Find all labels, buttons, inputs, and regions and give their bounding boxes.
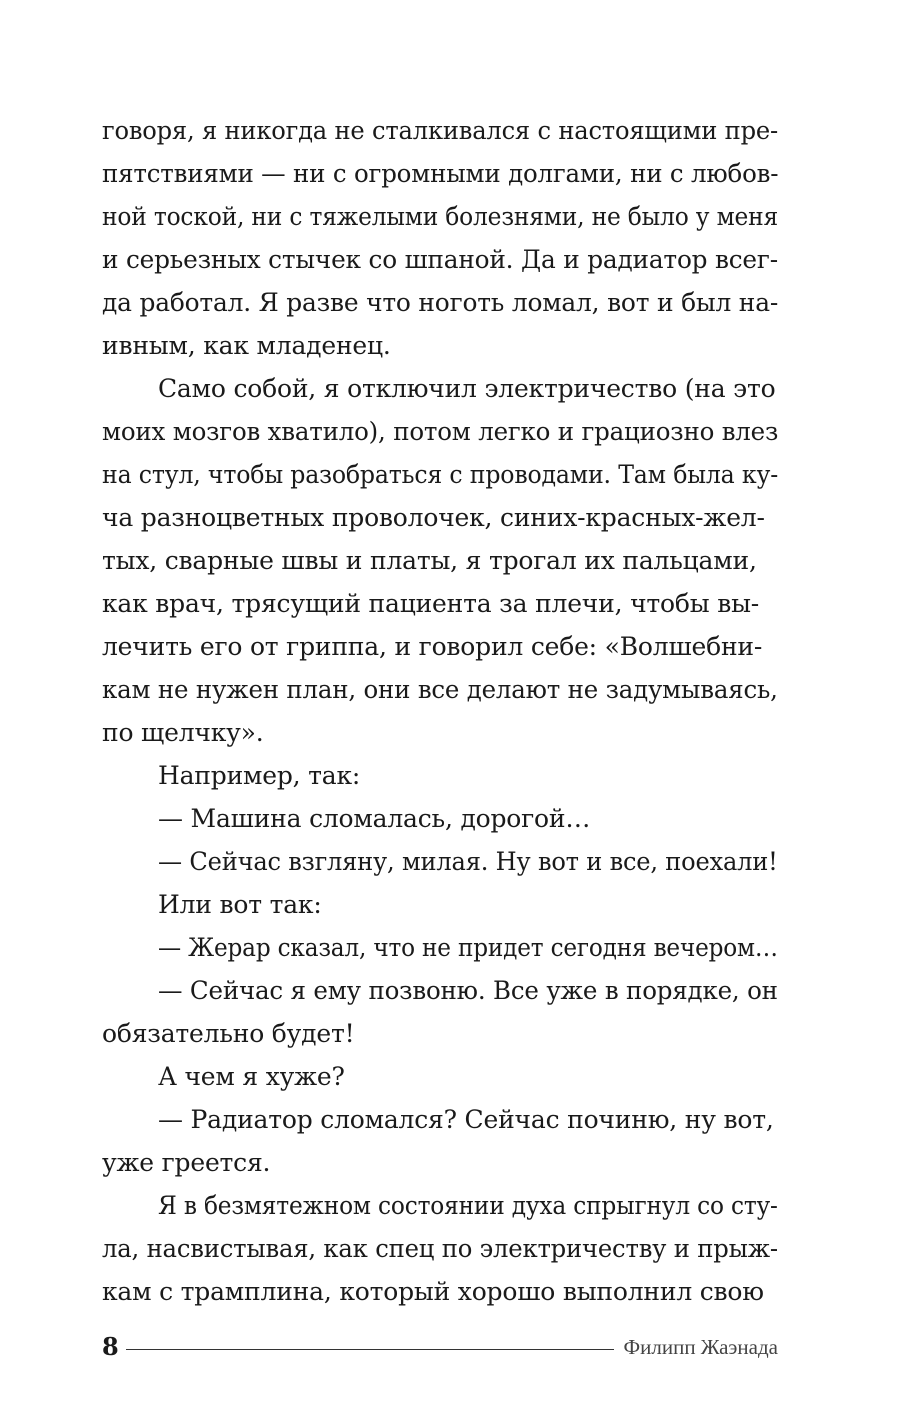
text-line: ивным, как младенец. [102,331,391,360]
text-line: и серьезных стычек со шпаной. Да и радиатор всег- [102,245,778,274]
text-line: ла, насвистывая, как спец по электричеству и прыж- [102,1234,778,1263]
page-footer [102,1330,778,1364]
paragraph-start-line: Я в безмятежном состоянии духа спрыгнул со сту- [158,1191,778,1220]
text-line: ча разноцветных проволочек, синих-красных-жел- [102,503,765,532]
dialogue-line: — Сейчас взгляну, милая. Ну вот и все, поехали! [158,847,778,876]
dialogue-line: — Сейчас я ему позвоню. Все уже в порядке, он [158,976,778,1005]
text-line: как врач, трясущий пациента за плечи, чтобы вы- [102,589,760,618]
text-line: кам с трамплина, который хорошо выполнил свою [102,1277,764,1306]
paragraph-start-line: Само собой, я отключил электричество (на это [158,374,776,403]
text-line: да работал. Я разве что ноготь ломал, вот и был на- [102,288,779,317]
text-line: пятствиями — ни с огромными долгами, ни с любов- [102,159,779,188]
paragraph-start-line: Или вот так: [158,890,322,919]
dialogue-line: — Машина сломалась, дорогой… [158,804,591,833]
text-line: моих мозгов хватило), потом легко и грациозно влез [102,417,779,446]
text-line: кам не нужен план, они все делают не задумываясь, [102,675,778,704]
running-title: Филипп Жаэнада [623,1335,778,1359]
dialogue-line: — Жерар сказал, что не придет сегодня вечером… [158,933,778,962]
paragraph-start-line: Например, так: [158,761,361,790]
dialogue-line: — Радиатор сломался? Сейчас починю, ну вот, [158,1105,774,1134]
text-line: на стул, чтобы разобраться с проводами. Там была ку- [102,460,779,489]
text-line: лечить его от гриппа, и говорил себе: «Волшебни- [102,632,763,661]
paragraph-start-line: А чем я хуже? [158,1062,345,1091]
text-line: тых, сварные швы и платы, я трогал их пальцами, [102,546,757,575]
footer-divider [126,1349,614,1350]
text-line: ной тоской, ни с тяжелыми болезнями, не было у меня [102,202,779,231]
text-line: обязательно будет! [102,1019,355,1048]
text-line: уже греется. [102,1148,271,1177]
text-line: говоря, я никогда не сталкивался с настоящими пре- [102,116,778,145]
page-number: 8 [102,1332,119,1361]
text-line: по щелчку». [102,718,264,747]
